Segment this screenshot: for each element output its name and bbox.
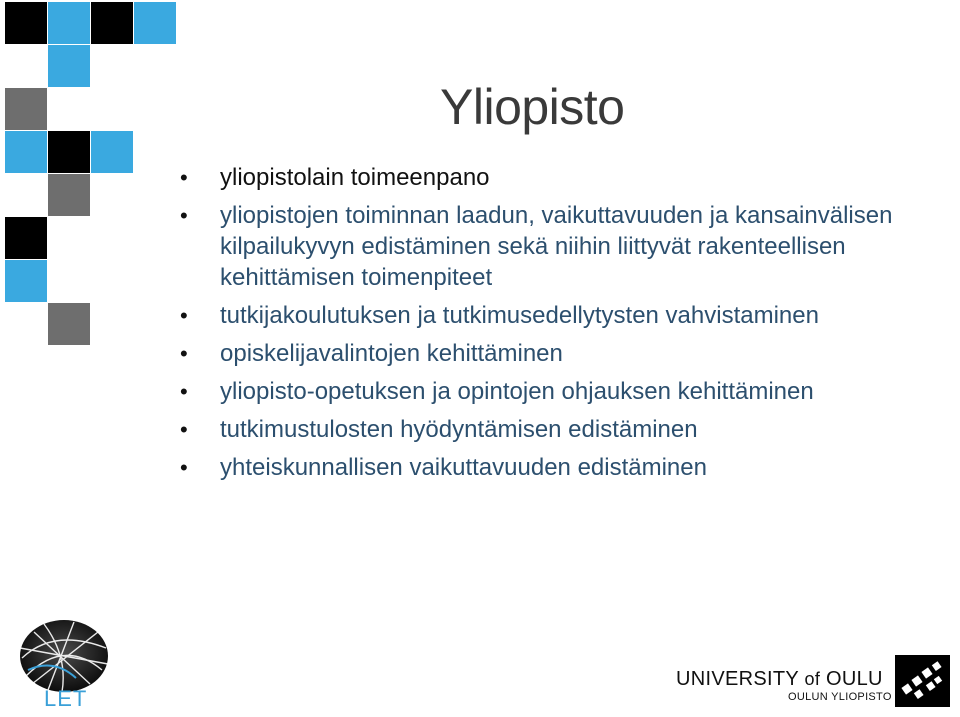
mosaic-square — [91, 2, 133, 44]
bullet-text: opiskelijavalintojen kehittäminen — [220, 340, 563, 367]
let-logo-text: LET — [44, 686, 88, 711]
bullet-text: tutkimustulosten hyödyntämisen edistäminen — [220, 416, 698, 443]
bullet-item — [178, 376, 938, 407]
mosaic-square — [48, 2, 90, 44]
bullet-icon: • — [180, 417, 188, 442]
slide-title: Yliopisto — [440, 79, 625, 135]
bullet-icon: • — [180, 341, 188, 366]
bullet-text: yliopistojen toiminnan laadun, vaikuttavuuden ja kansainvälisen kilpailukyvyn edistäminen sekä niihin liittyvät rakenteellisen kehittämisen toimenpiteet — [220, 202, 893, 291]
bullet-item — [178, 200, 938, 293]
bullet-icon: • — [180, 379, 188, 404]
mosaic-square — [48, 303, 90, 345]
university-subtitle: OULUN YLIOPISTO — [788, 691, 892, 703]
mosaic-square — [91, 131, 133, 173]
mosaic-square — [5, 2, 47, 44]
mosaic-square — [5, 88, 47, 130]
bullet-item — [178, 452, 938, 483]
oulu-emblem-icon — [895, 655, 950, 707]
university-name — [676, 668, 883, 691]
mosaic-square — [5, 131, 47, 173]
university-name-part1: UNIVERSITY — [676, 668, 799, 690]
mosaic-square — [134, 2, 176, 44]
bullet-list — [178, 162, 938, 490]
bullet-text: yhteiskunnallisen vaikuttavuuden edistäminen — [220, 454, 707, 481]
bullet-text: yliopisto-opetuksen ja opintojen ohjauksen kehittäminen — [220, 378, 814, 405]
university-name-of: of — [804, 669, 821, 689]
bullet-icon: • — [180, 165, 188, 190]
mosaic-square — [48, 45, 90, 87]
bullet-icon: • — [180, 203, 188, 228]
bullet-icon: • — [180, 455, 188, 480]
bullet-text: tutkijakoulutuksen ja tutkimusedellytysten vahvistaminen — [220, 302, 819, 329]
mosaic-square — [48, 131, 90, 173]
mosaic-square — [48, 174, 90, 216]
bullet-icon: • — [180, 303, 188, 328]
decorative-mosaic — [0, 0, 200, 360]
mosaic-square — [5, 217, 47, 259]
bullet-item — [178, 338, 938, 369]
bullet-text: yliopistolain toimeenpano — [220, 164, 490, 191]
mosaic-square — [5, 260, 47, 302]
university-name-part2: OULU — [826, 668, 883, 690]
bullet-item — [178, 414, 938, 445]
bullet-item — [178, 300, 938, 331]
bullet-item — [178, 162, 938, 193]
